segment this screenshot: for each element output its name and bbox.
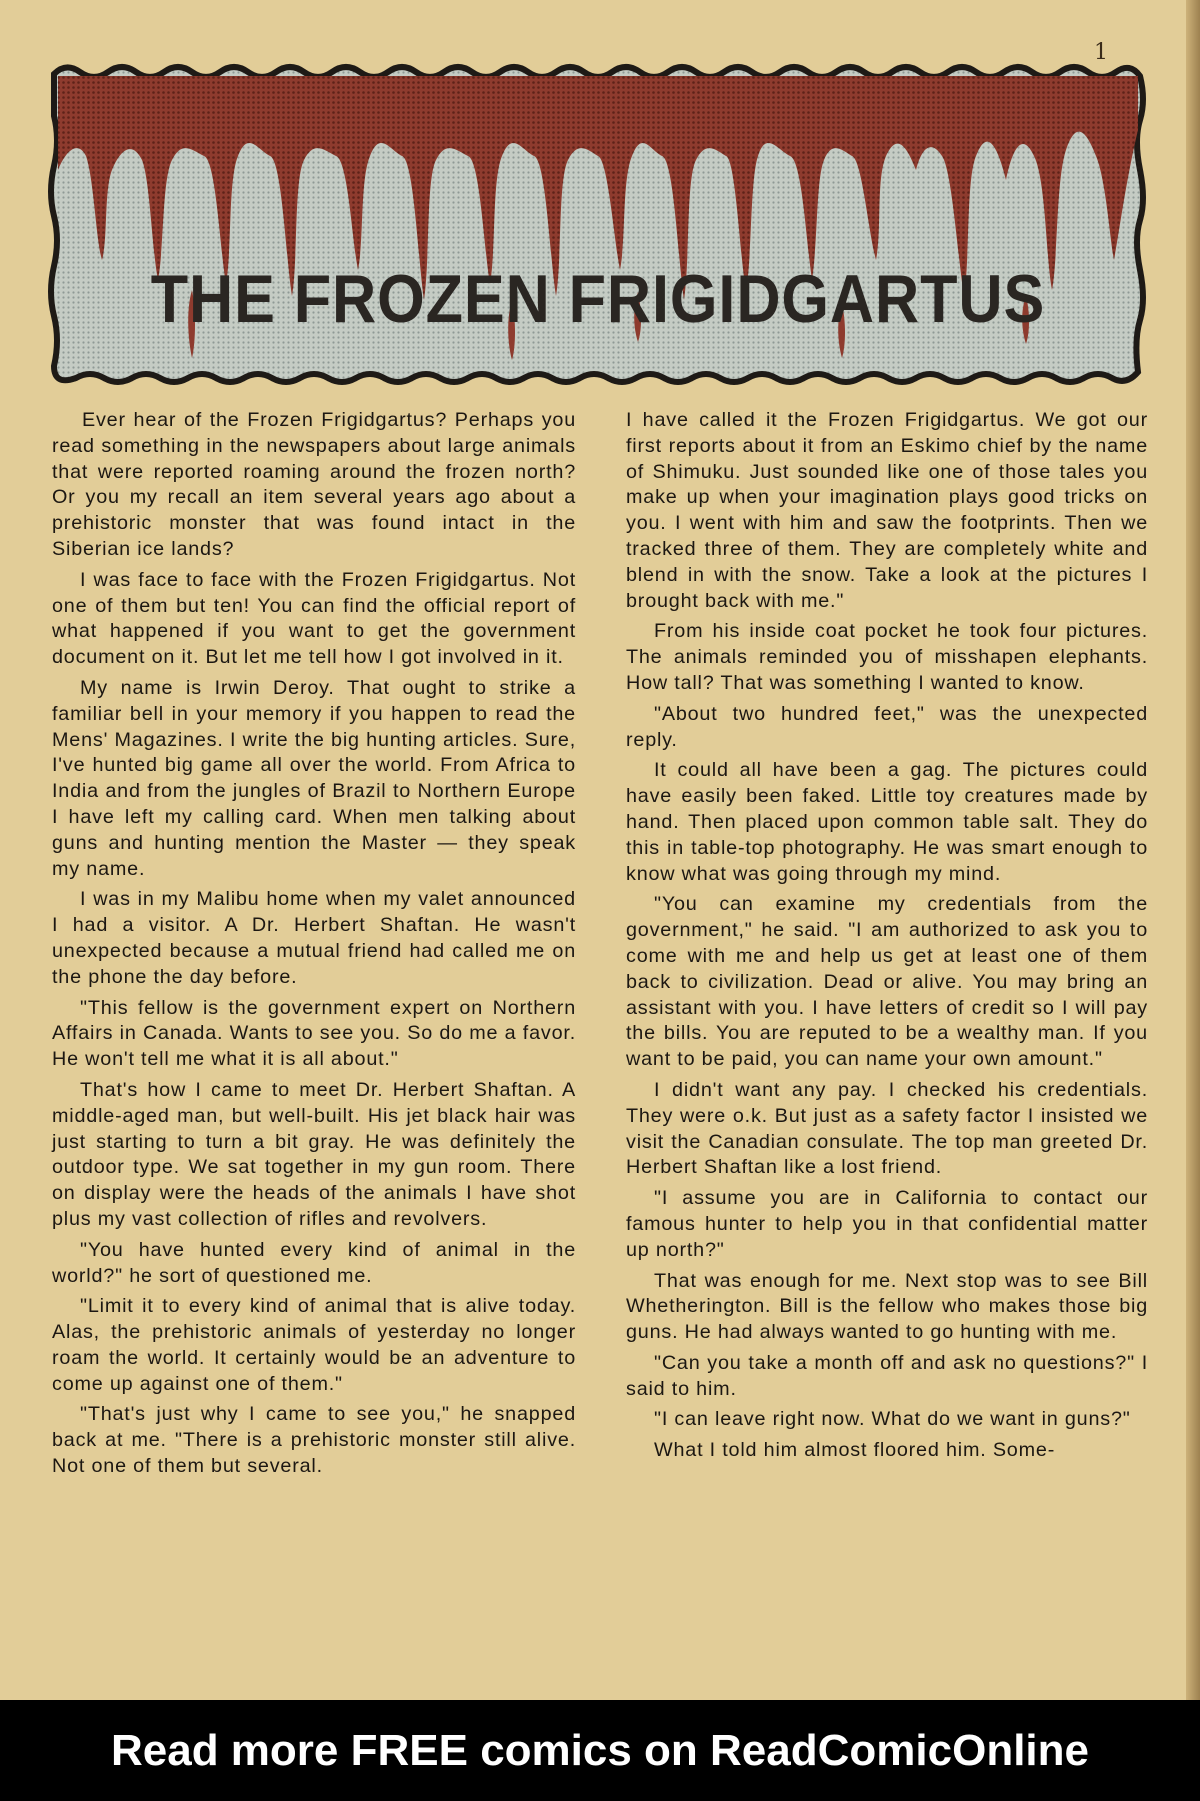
paragraph: I didn't want any pay. I checked his credentials. They were o.k. But just as a safety factor I insisted we visit the Canadian consulate. The top man greeted Dr. Herbert Shaftan like a lost friend. (626, 1078, 1148, 1179)
paragraph: "This fellow is the government expert on Northern Affairs in Canada. Wants to see you. So do me a favor. He won't tell me what it is all about." (52, 996, 576, 1071)
story-title: THE FROZEN FRIGIDGARTUS (150, 261, 1046, 337)
promo-banner[interactable] (0, 1700, 1200, 1801)
paragraph: I have called it the Frozen Frigidgartus. We got our first reports about it from an Eskimo chief by the name of Shimuku. Just sounded like one of those tales you make up when your imagination plays good tricks on you. I went with him and saw the footprints. Then we tracked three of them. They are completely white and blend in with the snow. Take a look at the pictures I brought back with me." (626, 409, 1148, 612)
story-column-right (626, 408, 1148, 1469)
paragraph: My name is Irwin Deroy. That ought to strike a familiar bell in your memory if you happen to read the Mens' Magazines. I write the big hunting articles. Sure, I've hunted big game all over the world. From Africa to India and from the jungles of Brazil to Northern Europe I have left my calling card. When men talking about guns and hunting mention the Master — they speak my name. (52, 676, 576, 880)
paragraph: It could all have been a gag. The pictures could have easily been faked. Little toy creatures made by hand. Then placed upon common table salt. They do this in table-top photography. He was smart enough to know what was going through my mind. (626, 759, 1148, 885)
page-binding-edge (1186, 0, 1200, 1700)
title-panel (46, 60, 1150, 392)
paragraph: "You have hunted every kind of animal in the world?" he sort of questioned me. (52, 1238, 576, 1287)
dripping-blood-title-art (46, 60, 1150, 392)
paragraph: What I told him almost floored him. Some- (654, 1439, 1056, 1462)
paragraph: That was enough for me. Next stop was to see Bill Whetherington. Bill is the fellow who makes those big guns. He had always wanted to go hunting with me. (626, 1269, 1148, 1344)
paragraph: I was face to face with the Frozen Frigidgartus. Not one of them but ten! You can find the official report of what happened if you want to get the government document on it. But let me tell how I got involved in it. (52, 568, 576, 669)
paragraph: That's how I came to meet Dr. Herbert Shaftan. A middle-aged man, but well-built. His jet black hair was just starting to turn a bit gray. He was definitely the outdoor type. We sat together in my gun room. There on display were the heads of the animals I have shot plus my vast collection of rifles and revolvers. (52, 1078, 576, 1230)
paragraph: "I can leave right now. What do we want in guns?" (654, 1408, 1131, 1431)
paragraph: From his inside coat pocket he took four pictures. The animals reminded you of misshapen elephants. How tall? That was something I wanted to know. (626, 620, 1148, 694)
page-number: 1 (1094, 40, 1108, 65)
paragraph: "You can examine my credentials from the government," he said. "I am authorized to ask you to come with me and help us get at least one of them back to civilization. Dead or alive. You may bring an assistant with you. I have letters of credit so I will pay the bills. You are reputed to be a wealthy man. If you want to be paid, you can name your own amount." (626, 893, 1148, 1071)
paragraph: I was in my Malibu home when my valet announced I had a visitor. A Dr. Herbert Shaftan. He wasn't unexpected because a mutual friend had called me on the phone the day before. (52, 888, 576, 988)
paragraph: "Can you take a month off and ask no questions?" I said to him. (626, 1351, 1148, 1400)
paragraph: "I assume you are in California to contact our famous hunter to help you in that confidential matter up north?" (626, 1187, 1148, 1261)
promo-banner-text[interactable]: Read more FREE comics on ReadComicOnline (110, 1725, 1089, 1775)
paragraph: "Limit it to every kind of animal that is alive today. Alas, the prehistoric animals of yesterday no longer roam the world. It certainly would be an adventure to come up against one of them." (52, 1295, 576, 1395)
paragraph: "About two hundred feet," was the unexpected reply. (626, 702, 1148, 751)
story-column-left (52, 408, 576, 1485)
paragraph: "That's just why I came to see you," he snapped back at me. "There is a prehistoric monster still alive. Not one of them but several. (52, 1403, 576, 1478)
paragraph: Ever hear of the Frozen Frigidgartus? Perhaps you read something in the newspapers about large animals that were reported roaming around the frozen north? Or you my recall an item several years ago about a prehistoric monster that was found intact in the Siberian ice lands? (52, 409, 576, 560)
